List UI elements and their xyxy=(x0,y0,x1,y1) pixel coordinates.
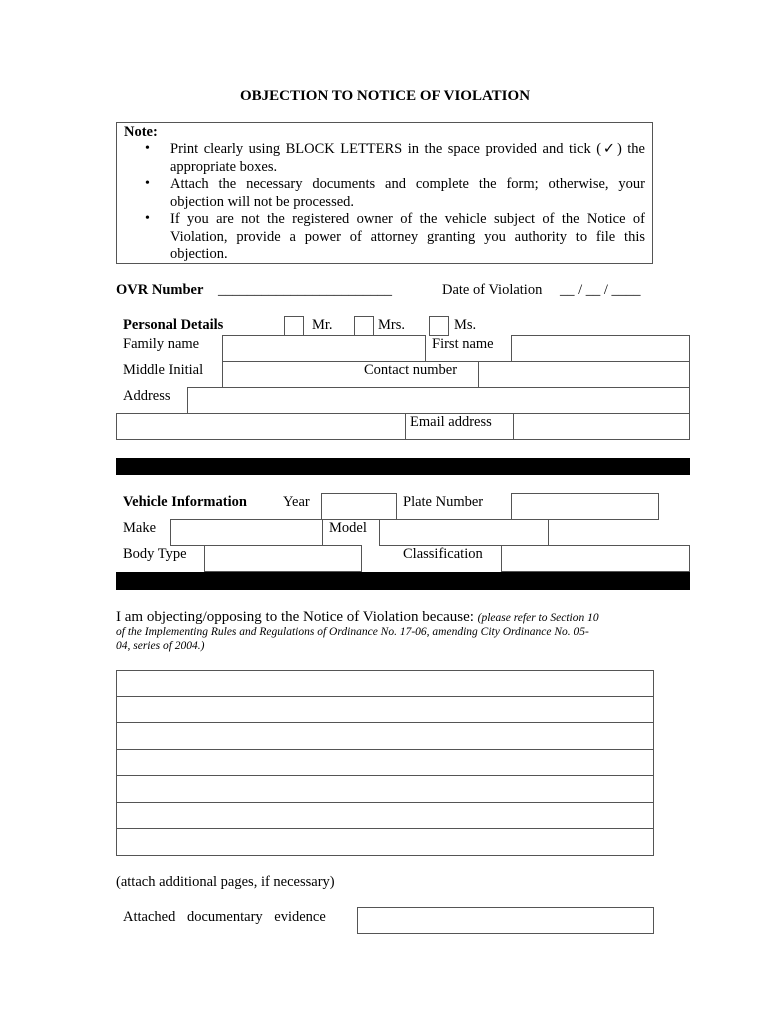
first-name-input[interactable] xyxy=(511,335,690,362)
contact-number-input[interactable] xyxy=(478,361,690,388)
first-name-label: First name xyxy=(432,336,494,352)
contact-number-label: Contact number xyxy=(364,362,458,378)
classification-label: Classification xyxy=(403,546,483,562)
reason-line xyxy=(116,722,654,723)
model-label: Model xyxy=(329,520,367,536)
plate-number-label: Plate Number xyxy=(403,494,484,510)
checkbox-mr[interactable] xyxy=(284,316,304,336)
classification-input[interactable] xyxy=(501,545,690,572)
attach-additional-note: (attach additional pages, if necessary) xyxy=(116,874,335,890)
checkbox-ms[interactable] xyxy=(429,316,449,336)
personal-details-heading: Personal Details xyxy=(123,317,224,333)
vehicle-info-heading: Vehicle Information xyxy=(123,494,247,510)
objection-reference-note-line2: of the Implementing Rules and Regulations of Ordinance No. 17-06, amending City Ordinance No. 05- xyxy=(116,626,589,638)
reason-line xyxy=(116,749,654,750)
bullet-icon: • xyxy=(145,211,150,226)
bullet-icon: • xyxy=(145,141,150,156)
reason-line xyxy=(116,802,654,803)
date-of-violation-label: Date of Violation xyxy=(442,282,543,298)
date-of-violation-field[interactable]: __ / __ / ____ xyxy=(560,282,641,298)
note-item-1: Print clearly using BLOCK LETTERS in the space provided and tick (✓) the appropriate boxes. xyxy=(170,141,645,175)
plate-number-input[interactable] xyxy=(511,493,659,520)
attached-evidence-label: Attached documentary evidence xyxy=(123,909,326,925)
ovr-number-label: OVR Number xyxy=(116,282,204,298)
section-divider-bar xyxy=(116,458,690,475)
checkbox-mrs[interactable] xyxy=(354,316,374,336)
address-line2-input[interactable] xyxy=(116,413,406,440)
reason-line xyxy=(116,828,654,829)
bullet-icon: • xyxy=(145,176,150,191)
email-label: Email address xyxy=(410,414,492,430)
make-label: Make xyxy=(123,520,157,536)
middle-initial-label: Middle Initial xyxy=(123,362,204,378)
year-label: Year xyxy=(283,494,310,510)
body-type-label: Body Type xyxy=(123,546,187,562)
address-input[interactable] xyxy=(187,387,690,414)
objection-reference-note-line3: 04, series of 2004.) xyxy=(116,640,205,652)
middle-initial-input[interactable] xyxy=(222,361,275,388)
model-input[interactable] xyxy=(379,519,549,546)
section-divider-bar xyxy=(116,572,690,590)
address-label: Address xyxy=(123,388,171,404)
objection-reference-note: (please refer to Section 10 xyxy=(477,612,599,624)
body-type-input[interactable] xyxy=(204,545,362,572)
note-item-3: If you are not the registered owner of the vehicle subject of the Notice of Violation, provide a power of attorney granting you authority to file this objection. xyxy=(170,211,645,262)
email-input[interactable] xyxy=(513,413,690,440)
objection-intro-text: I am objecting/opposing to the Notice of Violation because: xyxy=(116,609,474,625)
reason-line xyxy=(116,696,654,697)
note-item-2: Attach the necessary documents and complete the form; otherwise, your objection will not be processed. xyxy=(170,176,645,210)
make-input[interactable] xyxy=(170,519,323,546)
title-mrs-label: Mrs. xyxy=(378,317,405,333)
family-name-label: Family name xyxy=(123,336,200,352)
objection-intro xyxy=(116,609,599,626)
title-mr-label: Mr. xyxy=(312,317,333,333)
note-label: Note: xyxy=(124,124,158,140)
reason-line xyxy=(116,775,654,776)
family-name-input[interactable] xyxy=(222,335,426,362)
year-input[interactable] xyxy=(321,493,397,520)
attached-evidence-input[interactable] xyxy=(357,907,654,934)
title-ms-label: Ms. xyxy=(454,317,477,333)
ovr-number-field[interactable]: ________________________ xyxy=(218,282,392,298)
form-title: OBJECTION TO NOTICE OF VIOLATION xyxy=(239,88,531,104)
